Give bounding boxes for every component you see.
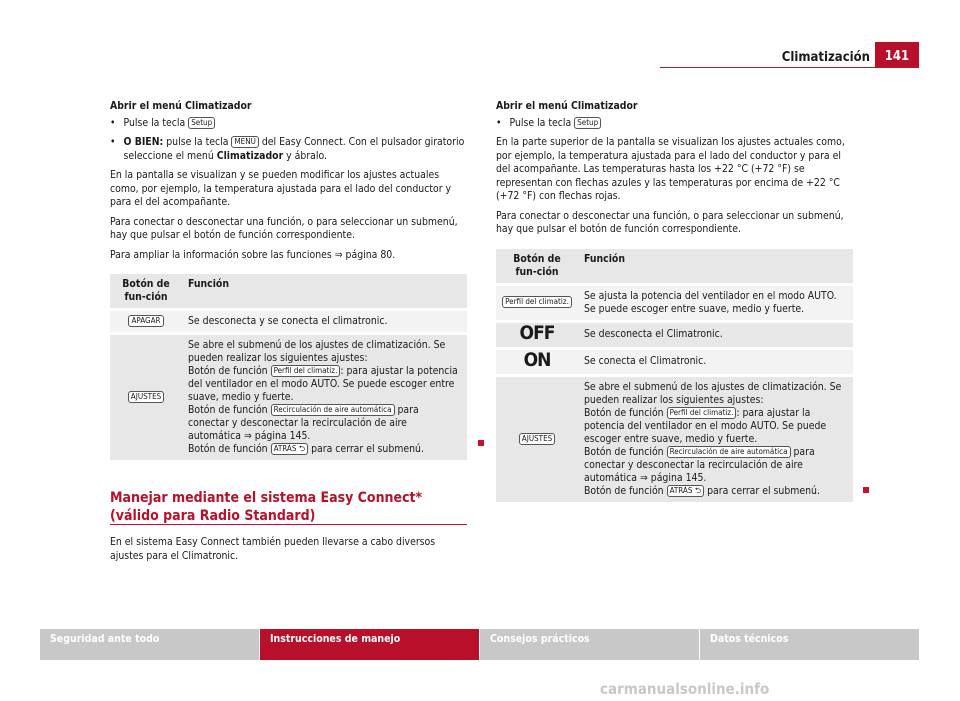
table-cell: Se abre el submenú de los ajustes de climatización. Se pueden realizar los siguientes ajustes: Botón de función Perfil del climatiz. : para ajustar la potencia del ventilador en el modo AUTO. Se puede escoger entre suave, medio y fuerte. Botón de función Recirculación de aire automática para conectar y desconectar la recirculación de aire automática ⇒ página 145. Botón de función ATRÁS ⮌ para cerrar el submenú. [578, 375, 853, 503]
footer-nav [40, 629, 919, 660]
left-para-1: En la pantalla se visualizan y se pueden modificar los ajustes actuales como, por ejemplo, la temperatura ajustada para el lado del conductor y para el del acompañante. [110, 169, 452, 208]
table-row [496, 284, 853, 321]
section-rule [110, 524, 467, 525]
table-cell: Se desconecta y se conecta el climatronic. [182, 310, 467, 334]
right-column [496, 100, 853, 505]
watermark: carmanualsonline.info [600, 680, 770, 698]
right-heading: Abrir el menú Climatizador [496, 100, 638, 112]
perfil-button-label: Perfil del climatiz. [667, 407, 737, 419]
table-header-function: Función [578, 249, 853, 285]
page-number: 141 [875, 42, 919, 68]
section-title: Manejar mediante el sistema Easy Connect* (válido para Radio Standard) [110, 490, 423, 524]
footer-tab-consejos[interactable]: Consejos prácticos [480, 629, 699, 660]
left-bullet-2: • O BIEN: pulse la tecla MENÚ del Easy Connect. Con el pulsador giratorio seleccione el menú Climatizador y ábralo. [110, 136, 465, 162]
recirculacion-button-label: Recirculación de aire automática [271, 404, 395, 416]
end-mark-icon [478, 440, 484, 446]
table-header-function: Función [182, 274, 467, 310]
perfil-button-label: Perfil del climatiz. [502, 296, 572, 308]
left-para-2: Para conectar o desconectar una función, o para seleccionar un submenú, hay que pulsar el botón de función correspondiente. [110, 215, 458, 241]
table-cell: Se ajusta la potencia del ventilador en el modo AUTO. Se puede escoger entre suave, medio y fuerte. [578, 284, 853, 321]
menu-key: MENÚ [231, 136, 258, 148]
footer-tab-instrucciones[interactable]: Instrucciones de manejo [260, 629, 479, 660]
table-header-button: Botón de fun-ción [496, 249, 578, 285]
right-function-table [496, 249, 853, 505]
right-bullet-1: • Pulse la tecla Setup [496, 117, 853, 131]
end-mark-icon [863, 487, 869, 493]
on-symbol-icon: ON [523, 348, 551, 371]
section-para: En el sistema Easy Connect también pueden llevarse a cabo diversos ajustes para el Climatronic. [110, 536, 436, 562]
page-header-title: Climatización [781, 50, 870, 65]
ajustes-button-label: AJUSTES [128, 391, 164, 403]
right-para-1: En la parte superior de la pantalla se visualizan los ajustes actuales como, por ejemplo, la temperatura ajustada para el lado del conductor y para el del acompañante. Las temperaturas hasta los +22 °C (+72 °F) se representan con flechas azules y las temperaturas por encima de +22 °C (+72 °F) con flechas rojas. [496, 136, 845, 202]
table-cell: Se abre el submenú de los ajustes de climatización. Se pueden realizar los siguientes ajustes: Botón de función Perfil del climatiz. : para ajustar la potencia del ventilador en el modo AUTO. Se puede escoger entre suave, medio y fuerte. Botón de función Recirculación de aire automática para conectar y desconectar la recirculación de aire automática ⇒ página 145. Botón de función ATRÁS ⮌ para cerrar el submenú. [182, 334, 467, 462]
left-column [110, 100, 467, 463]
perfil-button-label: Perfil del climatiz. [271, 365, 341, 377]
table-row [496, 375, 853, 503]
table-row [496, 348, 853, 375]
right-para-2: Para conectar o desconectar una función, o para seleccionar un submenú, hay que pulsar el botón de función correspondiente. [496, 209, 844, 235]
left-para-3: Para ampliar la información sobre las funciones ⇒ página 80. [110, 248, 396, 261]
table-cell: Se conecta el Climatronic. [578, 348, 853, 375]
table-cell: Se desconecta el Climatronic. [578, 321, 853, 348]
apagar-button-label: APAGAR [128, 315, 163, 327]
off-symbol-icon: OFF [519, 321, 555, 344]
recirculacion-button-label: Recirculación de aire automática [667, 446, 791, 458]
table-row [110, 310, 467, 334]
atras-button-label: ATRÁS ⮌ [271, 443, 309, 455]
ajustes-button-label: AJUSTES [519, 433, 555, 445]
setup-key: Setup [188, 117, 215, 129]
header-rule [660, 67, 919, 68]
table-row [496, 321, 853, 348]
table-header-button: Botón de fun-ción [110, 274, 182, 310]
left-heading: Abrir el menú Climatizador [110, 100, 252, 112]
atras-button-label: ATRÁS ⮌ [667, 485, 705, 497]
table-row [110, 334, 467, 462]
footer-tab-datos[interactable]: Datos técnicos [700, 629, 919, 660]
setup-key: Setup [574, 117, 601, 129]
footer-tab-seguridad[interactable]: Seguridad ante todo [40, 629, 259, 660]
left-function-table [110, 274, 467, 463]
left-bullet-1: • Pulse la tecla Setup [110, 117, 467, 131]
